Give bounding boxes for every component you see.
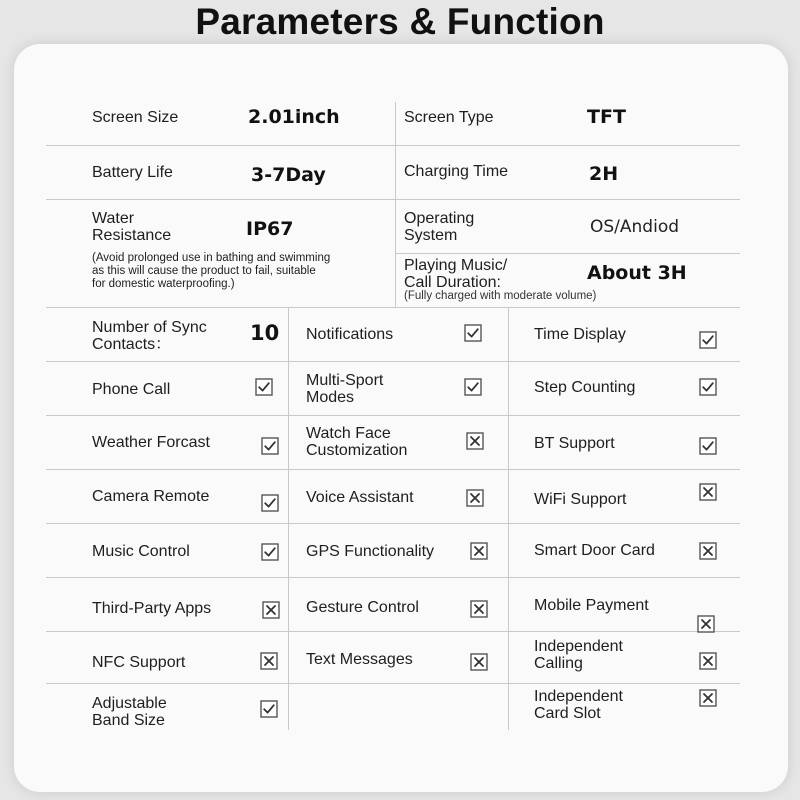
spec-label-charging-time: Charging Time [404, 163, 509, 180]
feature-label-adjustable-band: Adjustable Band Size [92, 695, 167, 729]
cross-icon [260, 652, 278, 670]
spec-label-screen-size: Screen Size [92, 109, 179, 126]
feature-label-phone-call: Phone Call [92, 381, 171, 398]
divider [46, 631, 740, 632]
check-icon [699, 331, 717, 349]
cross-icon [470, 653, 488, 671]
check-icon [464, 378, 482, 396]
feature-label-music-control: Music Control [92, 543, 190, 560]
spec-card [14, 44, 788, 792]
spec-label-sync-contacts: Number of Sync Contacts： [92, 319, 207, 353]
cross-icon [699, 483, 717, 501]
cross-icon [699, 689, 717, 707]
feature-label-bt-support: BT Support [534, 435, 615, 452]
feature-label-voice-assistant: Voice Assistant [306, 489, 414, 506]
cross-icon [262, 601, 280, 619]
cross-icon [470, 600, 488, 618]
divider [46, 683, 740, 684]
feature-label-text-messages: Text Messages [306, 651, 413, 668]
page-title: Parameters & Function [195, 1, 605, 42]
cross-icon [699, 542, 717, 560]
spec-value-operating-system: OS/Andiod [590, 217, 680, 237]
check-icon [255, 378, 273, 396]
feature-label-step-counting: Step Counting [534, 379, 636, 396]
spec-value-sync-contacts: 10 [250, 321, 280, 345]
spec-label-playing-music: Playing Music/ Call Duration: [404, 257, 508, 291]
spec-note-playing-music: (Fully charged with moderate volume) [404, 290, 597, 302]
check-icon [261, 543, 279, 561]
feature-label-nfc-support: NFC Support [92, 654, 186, 671]
feature-label-watch-face: Watch Face Customization [306, 425, 408, 459]
spec-value-screen-size: 2.01inch [248, 106, 340, 128]
spec-label-water-resistance: Water Resistance [92, 210, 172, 244]
cross-icon [466, 432, 484, 450]
feature-label-smart-door-card: Smart Door Card [534, 542, 655, 559]
divider [46, 469, 740, 470]
check-icon [260, 700, 278, 718]
spec-label-battery-life: Battery Life [92, 164, 173, 181]
spec-value-battery-life: 3-7Day [251, 164, 326, 186]
feature-label-third-party-apps: Third-Party Apps [92, 600, 212, 617]
check-icon [261, 494, 279, 512]
divider [46, 415, 740, 416]
spec-label-screen-type: Screen Type [404, 109, 494, 126]
cross-icon [697, 615, 715, 633]
feature-label-weather: Weather Forcast [92, 434, 210, 451]
divider [46, 307, 740, 308]
feature-label-notifications: Notifications [306, 326, 394, 343]
feature-label-mobile-payment: Mobile Payment [534, 597, 649, 614]
divider [508, 307, 509, 730]
check-icon [464, 324, 482, 342]
divider [46, 361, 740, 362]
spec-value-screen-type: TFT [587, 106, 626, 128]
spec-label-operating-system: Operating System [404, 210, 475, 244]
feature-label-time-display: Time Display [534, 326, 626, 343]
divider [395, 253, 740, 254]
feature-label-gesture-control: Gesture Control [306, 599, 419, 616]
feature-label-multi-sport: Multi-Sport Modes [306, 372, 384, 406]
spec-value-water-resistance: IP67 [246, 218, 294, 240]
divider [46, 523, 740, 524]
check-icon [261, 437, 279, 455]
check-icon [699, 378, 717, 396]
cross-icon [470, 542, 488, 560]
divider [46, 145, 740, 146]
divider [288, 307, 289, 730]
feature-label-wifi-support: WiFi Support [534, 491, 627, 508]
cross-icon [466, 489, 484, 507]
feature-label-independent-card-slot: Independent Card Slot [534, 688, 623, 722]
divider [46, 577, 740, 578]
divider [46, 199, 740, 200]
check-icon [699, 437, 717, 455]
cross-icon [699, 652, 717, 670]
spec-note-water-resistance: (Avoid prolonged use in bathing and swimming as this will cause the product to fail, suitable for domestic waterproofing.) [92, 252, 331, 290]
feature-label-independent-calling: Independent Calling [534, 638, 623, 672]
feature-label-camera-remote: Camera Remote [92, 488, 210, 505]
spec-value-playing-music: About 3H [587, 262, 687, 284]
feature-label-gps: GPS Functionality [306, 543, 435, 560]
spec-value-charging-time: 2H [589, 163, 619, 185]
divider [395, 102, 396, 307]
